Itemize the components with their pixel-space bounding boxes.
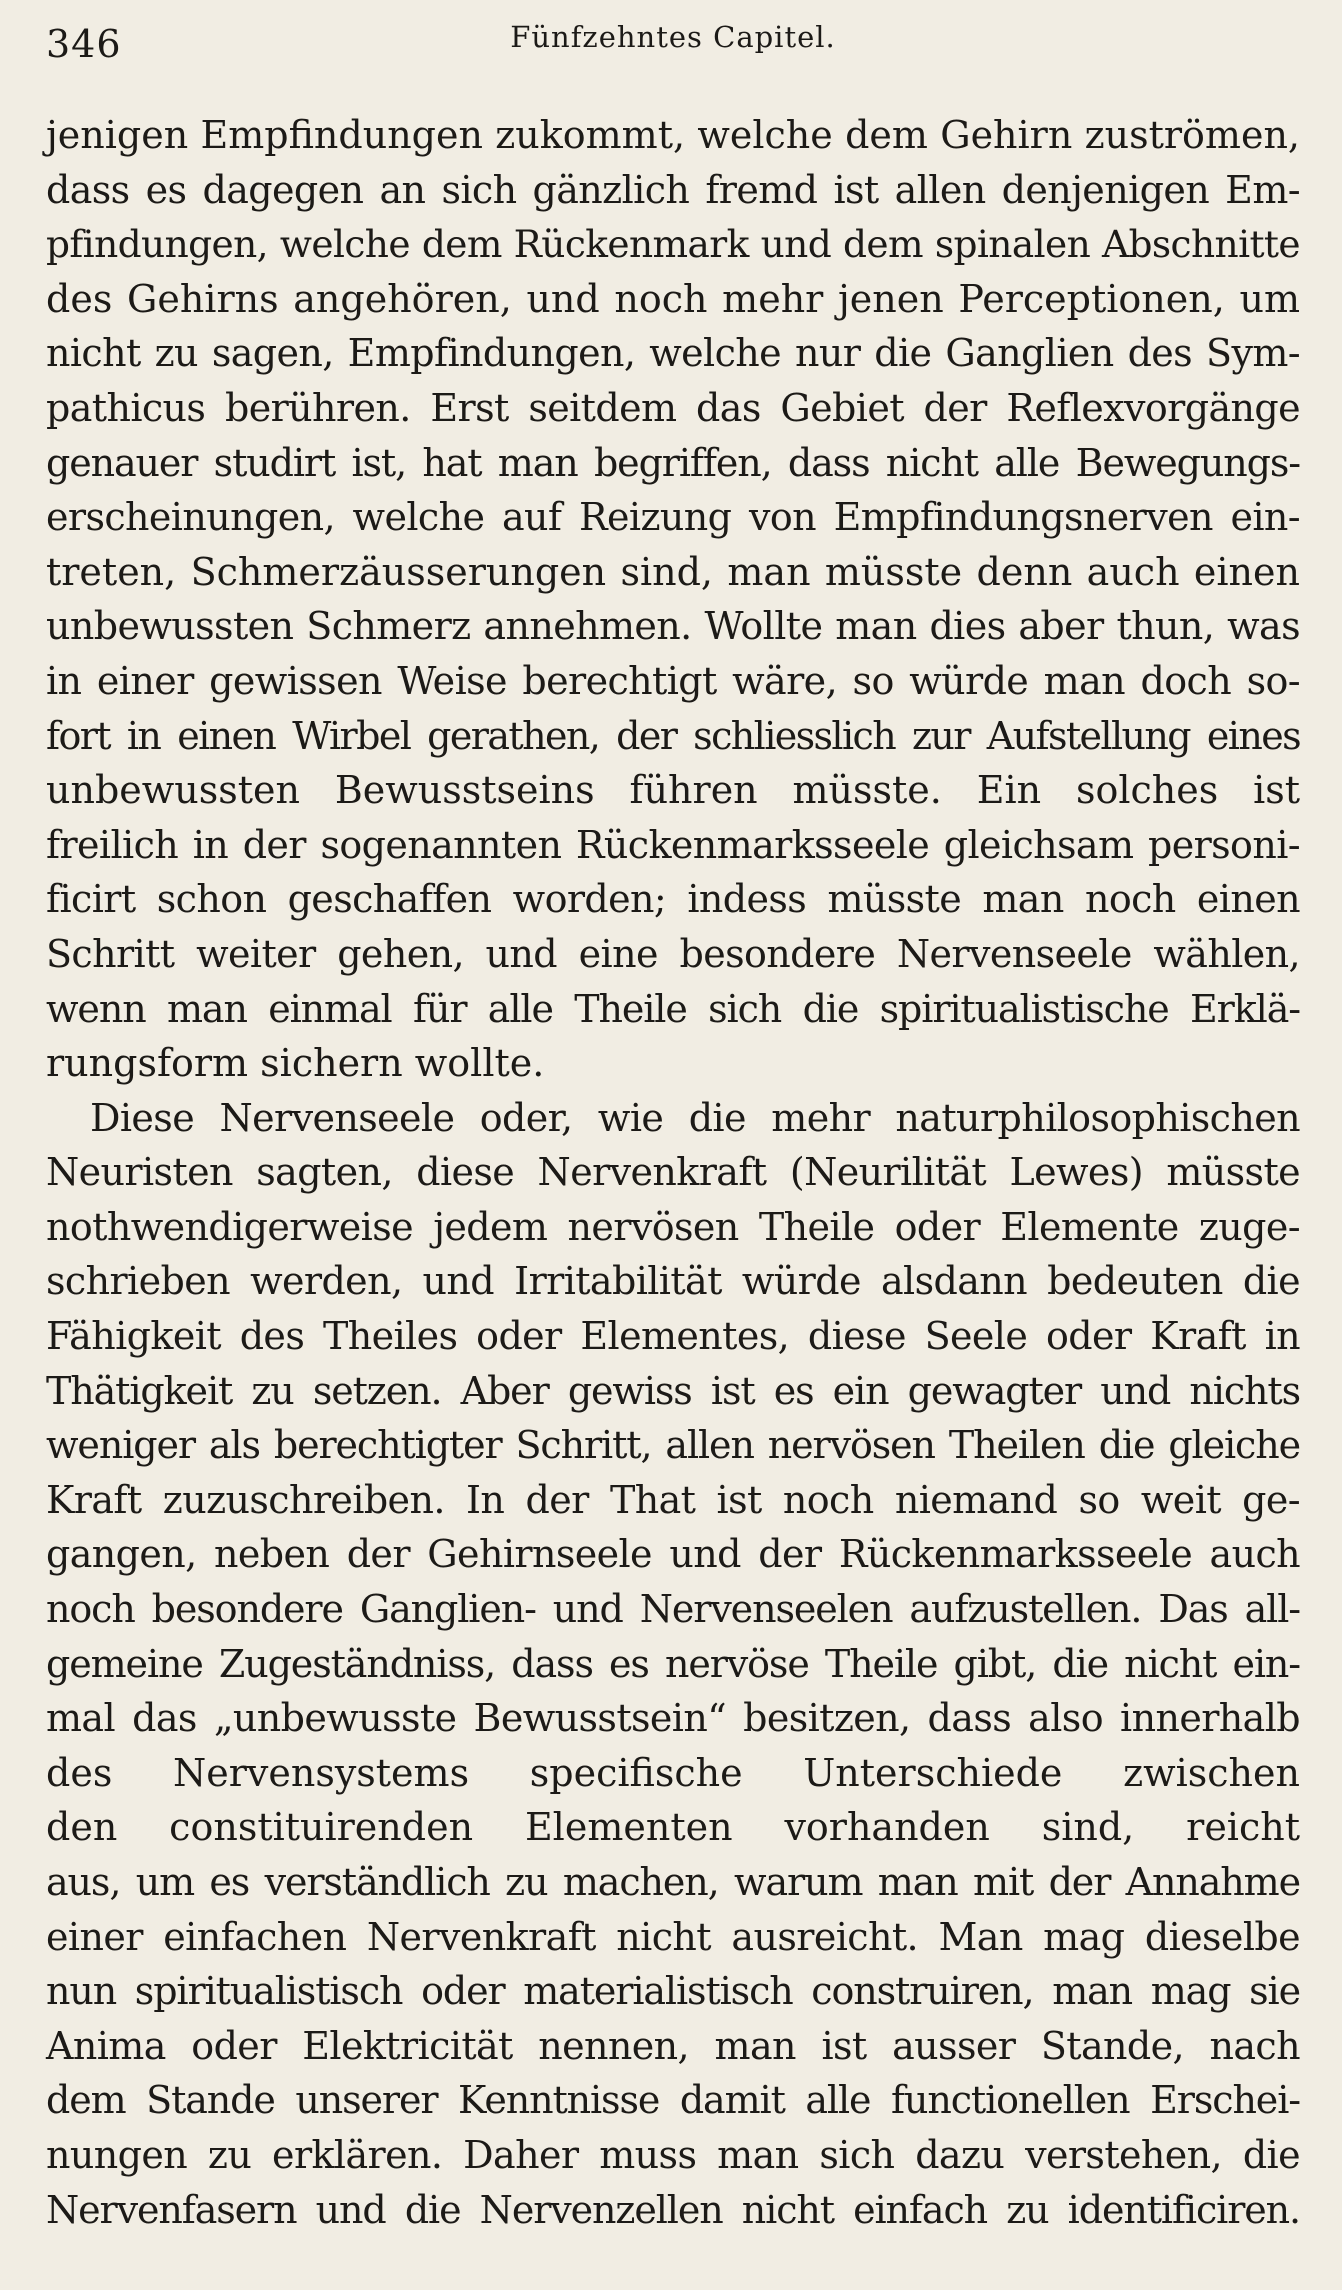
text-line: Kraft zuzuschreiben. In der That ist noch niemand so weit ge-: [46, 1477, 1300, 1522]
text-line: treten, Schmerzäusserungen sind, man müsste denn auch einen: [46, 549, 1300, 594]
text-line: unbewussten Schmerz annehmen. Wollte man dies aber thun, was: [46, 604, 1300, 649]
text-line: Neuristen sagten, diese Nervenkraft (Neurilität Lewes) müsste: [46, 1150, 1300, 1195]
text-line: in einer gewissen Weise berechtigt wäre, so würde man doch so-: [46, 658, 1300, 703]
text-line: gemeine Zugeständniss, dass es nervöse Theile gibt, die nicht ein-: [46, 1641, 1300, 1686]
body-text: [46, 108, 1300, 2237]
text-line: aus, um es verständlich zu machen, warum man mit der Annahme: [46, 1860, 1300, 1904]
text-line: weniger als berechtigter Schritt, allen nervösen Theilen die gleiche: [46, 1423, 1300, 1468]
text-line: erscheinungen, welche auf Reizung von Empfindungsnerven ein-: [46, 495, 1300, 540]
text-line: ficirt schon geschaffen worden; indess müsste man noch einen: [46, 877, 1300, 922]
text-line: nothwendigerweise jedem nervösen Theile oder Elemente zuge-: [46, 1204, 1300, 1249]
text-line: Thätigkeit zu setzen. Aber gewiss ist es ein gewagter und nichts: [46, 1368, 1300, 1413]
text-line: genauer studirt ist, hat man begriffen, dass nicht alle Bewegungs-: [46, 440, 1300, 485]
text-line: mal das „unbewusste Bewusstsein“ besitzen, dass also innerhalb: [46, 1696, 1300, 1741]
text-line: rungsform sichern wollte.: [46, 1041, 545, 1086]
text-line: Fähigkeit des Theiles oder Elementes, diese Seele oder Kraft in: [46, 1314, 1300, 1359]
text-line: dem Stande unserer Kenntnisse damit alle functionellen Erschei-: [46, 2078, 1300, 2123]
chapter-title: Fünfzehntes Capitel.: [510, 20, 836, 54]
text-line: pathicus berühren. Erst seitdem das Gebiet der Reflexvorgänge: [46, 385, 1300, 430]
text-line: nungen zu erklären. Daher muss man sich dazu verstehen, die: [46, 2132, 1300, 2177]
text-line: Nervenfasern und die Nervenzellen nicht einfach zu identificiren.: [46, 2187, 1300, 2232]
text-line: pfindungen, welche dem Rückenmark und dem spinalen Abschnitte: [46, 222, 1300, 267]
text-line: einer einfachen Nervenkraft nicht ausreicht. Man mag dieselbe: [46, 1914, 1300, 1959]
text-line: fort in einen Wirbel gerathen, der schliesslich zur Aufstellung eines: [46, 713, 1300, 758]
text-line: dass es dagegen an sich gänzlich fremd ist allen denjenigen Em-: [46, 167, 1300, 212]
text-line: den constituirenden Elementen vorhanden sind, reicht: [46, 1805, 1300, 1850]
running-head: [46, 16, 1300, 66]
text-line: nicht zu sagen, Empfindungen, welche nur die Ganglien des Sym-: [46, 331, 1300, 376]
text-line: Diese Nervenseele oder, wie die mehr naturphilosophischen: [90, 1095, 1300, 1140]
text-line: jenigen Empfindungen zukommt, welche dem Gehirn zuströmen,: [46, 113, 1300, 157]
text-line: noch besondere Ganglien- und Nervenseelen aufzustellen. Das all-: [46, 1587, 1300, 1632]
text-line: des Gehirns angehören, und noch mehr jenen Perceptionen, um: [46, 276, 1300, 321]
text-line: Schritt weiter gehen, und eine besondere Nervenseele wählen,: [46, 931, 1300, 976]
text-line: wenn man einmal für alle Theile sich die spiritualistische Erklä-: [46, 986, 1300, 1031]
text-line: freilich in der sogenannten Rückenmarksseele gleichsam personi-: [46, 822, 1300, 867]
text-line: nun spiritualistisch oder materialistisch construiren, man mag sie: [46, 1969, 1300, 2014]
text-line: des Nervensystems specifische Unterschiede zwischen: [46, 1750, 1300, 1795]
text-line: Anima oder Elektricität nennen, man ist ausser Stande, nach: [46, 2023, 1300, 2068]
page-number: 346: [46, 22, 122, 66]
text-line: schrieben werden, und Irritabilität würde alsdann bedeuten die: [46, 1259, 1300, 1304]
text-line: gangen, neben der Gehirnseele und der Rückenmarksseele auch: [46, 1532, 1300, 1577]
text-line: unbewussten Bewusstseins führen müsste. Ein solches ist: [46, 768, 1300, 813]
